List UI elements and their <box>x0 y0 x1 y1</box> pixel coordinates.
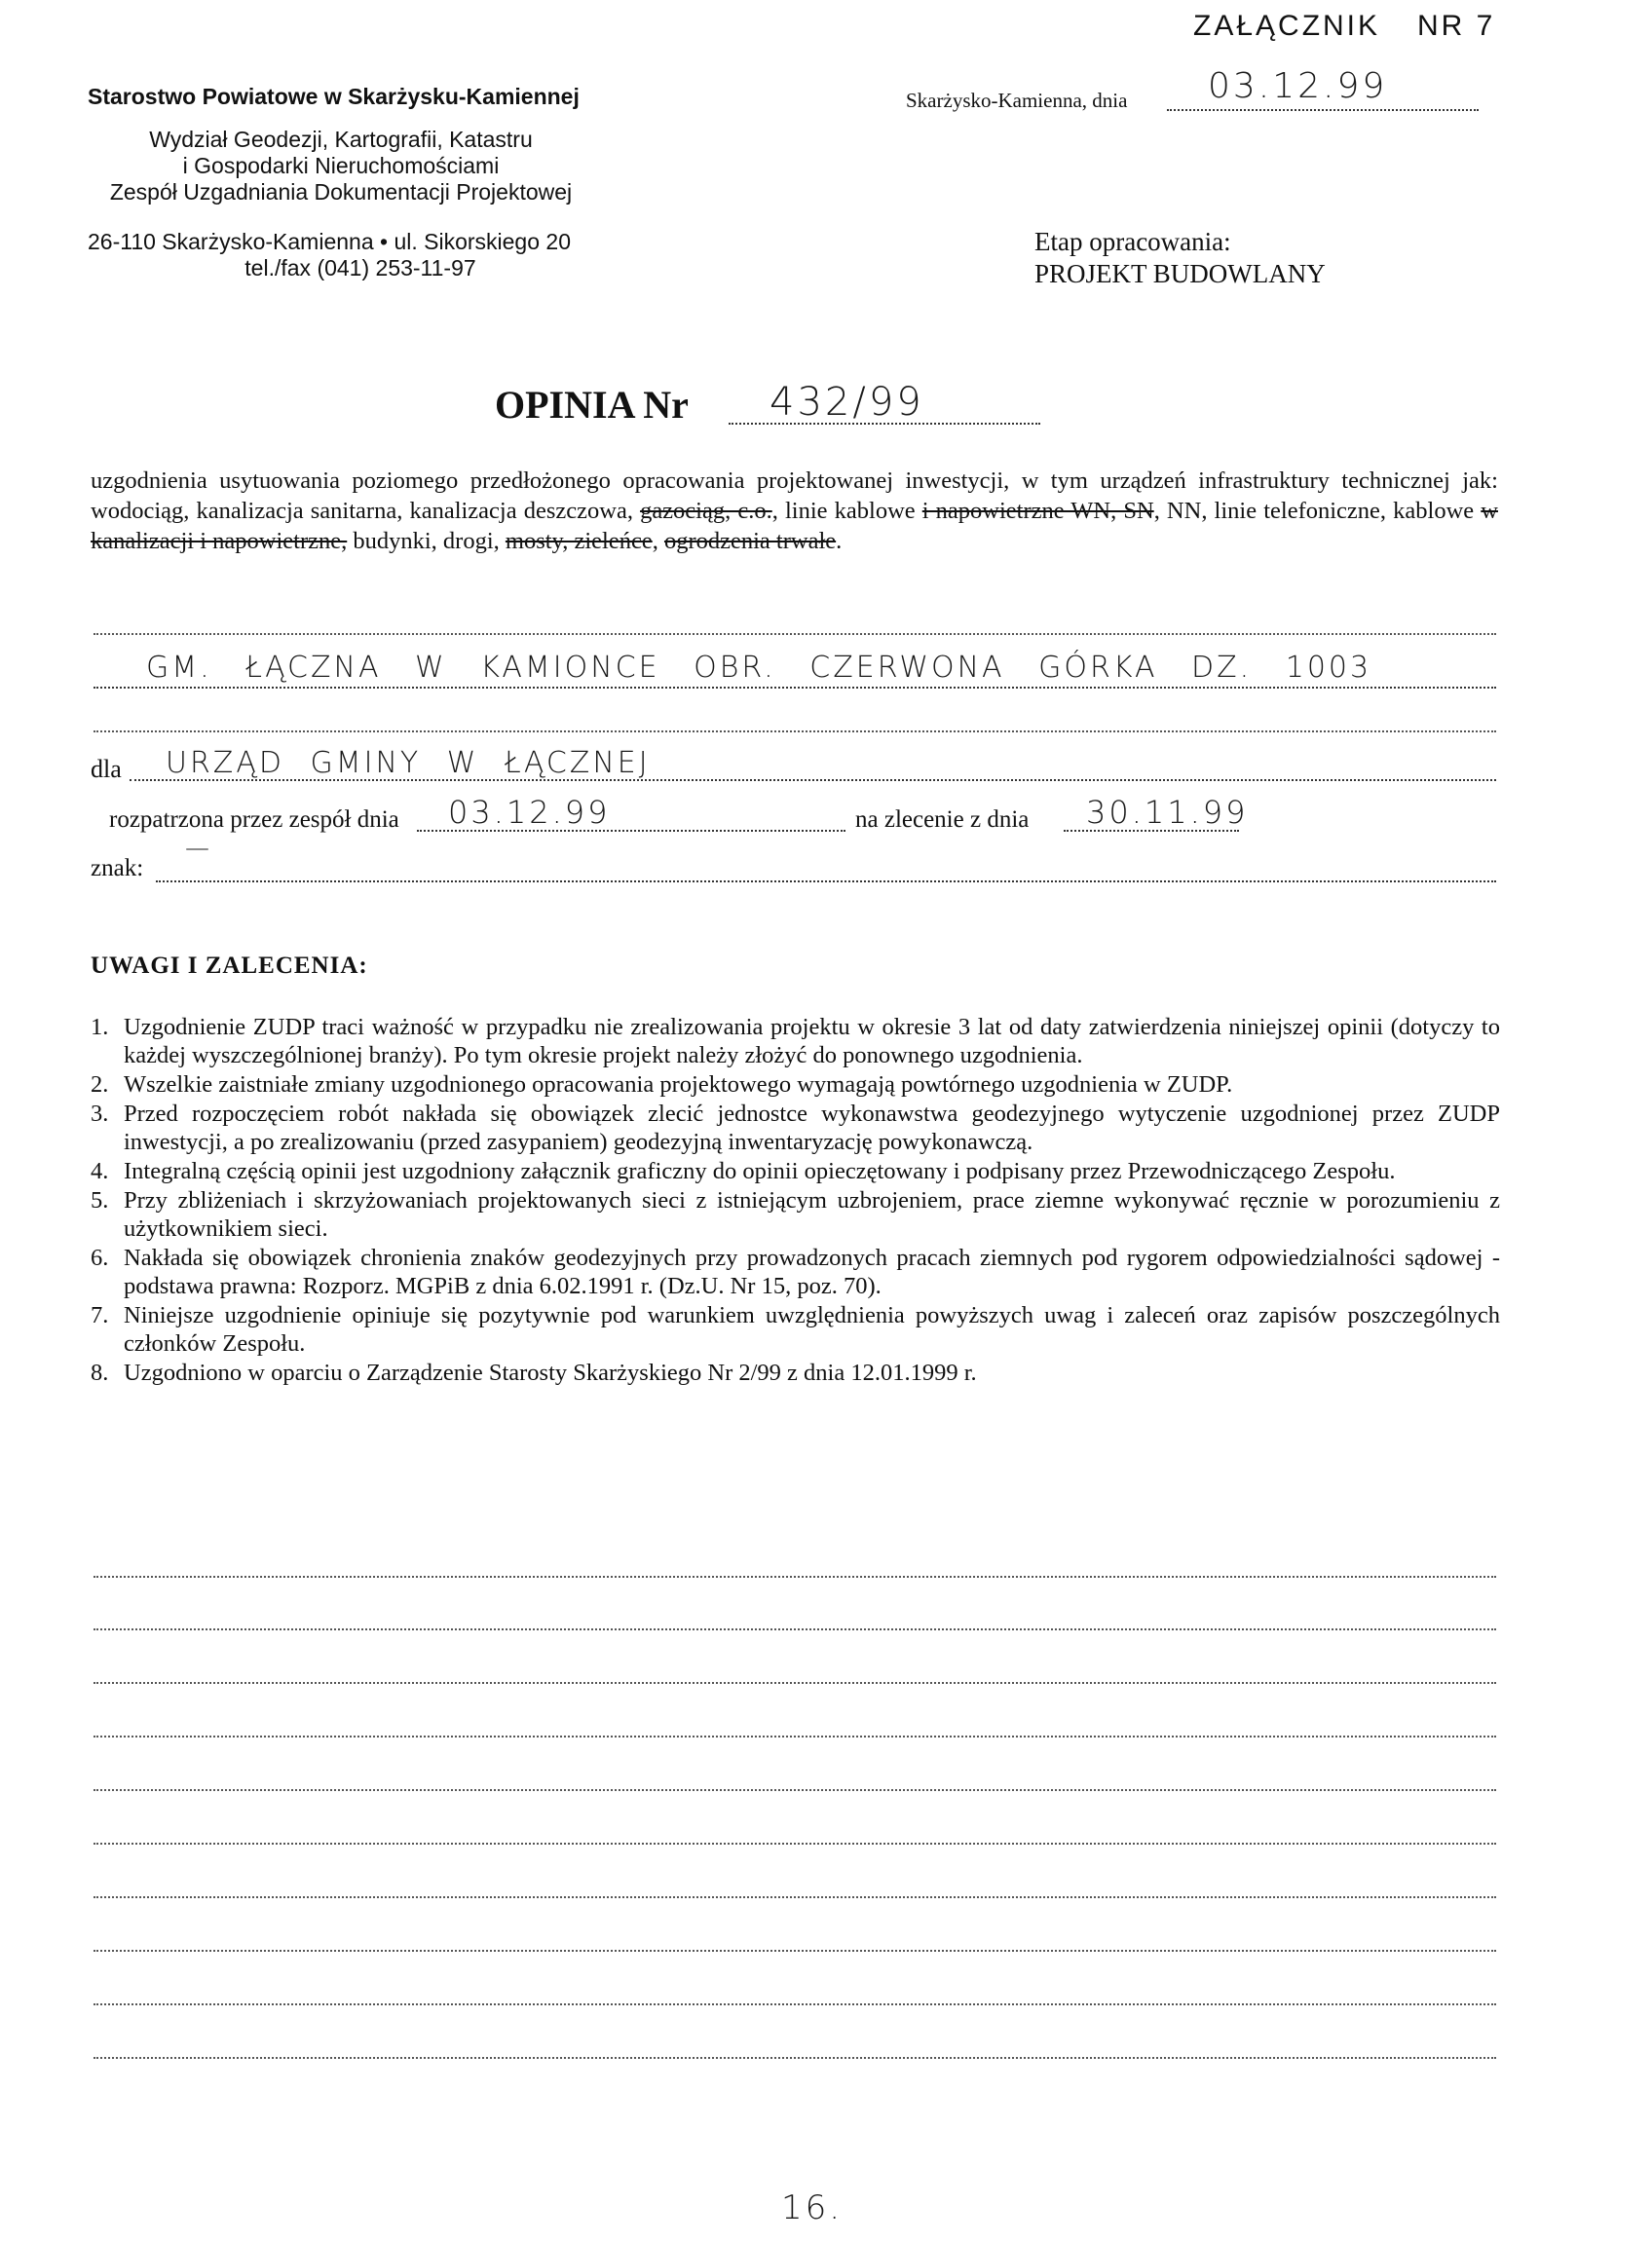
remark-text: Niniejsze uzgodnienie opiniuje się pozytywnie pod warunkiem uwzględnienia powyższych uwag i zaleceń oraz zapisów poszczególnych członków Zespołu. <box>124 1302 1500 1357</box>
office-address: 26-110 Skarżysko-Kamienna • ul. Sikorskiego 20 <box>88 229 571 254</box>
department-line: Zespół Uzgadniania Dokumentacji Projektowej <box>109 179 573 205</box>
remark-text: Integralną częścią opinii jest uzgodniony załącznik graficzny do opinii opieczętowany i podpisany przez Przewodniczącego Zespołu. <box>124 1158 1396 1184</box>
struck-text: mosty, zieleńce <box>505 528 653 554</box>
intro-text: . <box>836 528 843 554</box>
remark-text: Uzgodnienie ZUDP traci ważność w przypadku nie zrealizowania projektu w okresie 3 lat od daty zatwierdzenia niniejszej opinii (dotyczy to każdej wyszczególnionej branży). Po tym okresie projekt należy złożyć do ponownego uzgodnienia. <box>124 1014 1500 1068</box>
struck-text: i napowietrzne WN, SN <box>921 498 1154 524</box>
notes-line <box>94 2003 1496 2005</box>
for-value: URZĄD GMINY W ŁĄCZNEJ <box>166 746 651 780</box>
considered-date-value: 03.12.99 <box>448 794 611 831</box>
remark-item <box>91 1100 1500 1156</box>
remark-number: 8. <box>91 1360 109 1386</box>
remark-item <box>91 1070 1500 1099</box>
remarks-heading: UWAGI I ZALECENIA: <box>91 953 368 979</box>
location-value: GM. ŁĄCZNA W KAMIONCE OBR. CZERWONA GÓRKA DZ. 1003 <box>146 651 1372 685</box>
intro-paragraph <box>91 466 1498 556</box>
remark-text: Nakłada się obowiązek chronienia znaków geodezyjnych przy prowadzonych pracach ziemnych pod rygorem odpowiedzialności sądowej - podstawa prawna: Rozporz. MGPiB z dnia 6.02.1991 r. (Dz.U. Nr 15, poz. 70). <box>124 1245 1500 1299</box>
order-date-value: 30.11.99 <box>1086 794 1249 831</box>
mark-field <box>156 851 1496 882</box>
mark-value: — <box>185 834 212 862</box>
notes-line <box>94 1950 1496 1952</box>
office-name: Starostwo Powiatowe w Skarżysku-Kamiennej <box>88 84 580 109</box>
remark-text: Przed rozpoczęciem robót nakłada się obowiązek zlecić jednostce wykonawstwa geodezyjnego wytyczenie uzgodnionej przez ZUDP inwestycji, a po zrealizowaniu (przed zasypaniem) geodezyjną inwentaryzację powykonawczą. <box>124 1101 1500 1155</box>
department-line: Wydział Geodezji, Kartografii, Katastru <box>149 127 533 152</box>
stage-value: PROJEKT BUDOWLANY <box>1034 259 1326 288</box>
struck-text: gazociąg, c.o. <box>640 498 772 524</box>
for-label: dla <box>91 755 122 783</box>
remark-item <box>91 1244 1500 1300</box>
intro-text: , NN, linie telefoniczne, kablowe <box>1153 498 1482 524</box>
notes-line <box>94 1843 1496 1845</box>
remark-item <box>91 1157 1500 1185</box>
opinion-number: 432/99 <box>770 380 924 425</box>
remark-item <box>91 1359 1500 1387</box>
remark-item <box>91 1301 1500 1358</box>
struck-text: ogrodzenia trwałe <box>663 528 837 554</box>
intro-text: , linie kablowe <box>771 498 922 524</box>
remark-number: 1. <box>91 1014 109 1040</box>
attachment-label: ZAŁĄCZNIK <box>1193 10 1381 42</box>
mark-label: znak: <box>91 855 144 881</box>
remark-item <box>91 1186 1500 1243</box>
stage-label: Etap opracowania: <box>1034 227 1231 256</box>
intro-text: uzgodnienia usytuowania poziomego przedłożonego opracowania projektowanej inwestycji, w tym urządzeń infrastruktury technicznej jak: wodociąg, kanalizacja sanitarna, kanalizacja deszczowa, <box>91 467 1498 524</box>
remark-number: 6. <box>91 1245 109 1271</box>
place-date-value: 03.12.99 <box>1208 66 1388 106</box>
remark-number: 5. <box>91 1187 109 1214</box>
notes-line <box>94 1628 1496 1630</box>
remarks-list <box>91 1013 1500 1388</box>
handwritten-page-number: 16. <box>781 2188 844 2227</box>
notes-line <box>94 1736 1496 1738</box>
remark-number: 3. <box>91 1101 109 1127</box>
struck-text: w kanalizacji i napowietrzne, <box>91 498 1498 554</box>
office-phone: tel./fax (041) 253-11-97 <box>244 255 476 280</box>
remark-number: 4. <box>91 1158 109 1184</box>
remark-text: Przy zbliżeniach i skrzyżowaniach projektowanych sieci z istniejącym uzbrojeniem, prace ziemne wykonywać ręcznie w porozumieniu z użytkownikiem sieci. <box>124 1187 1500 1242</box>
notes-line <box>94 1789 1496 1791</box>
notes-line <box>94 1576 1496 1578</box>
notes-line <box>94 2057 1496 2059</box>
notes-line <box>94 1896 1496 1898</box>
remark-text: Wszelkie zaistniałe zmiany uzgodnionego opracowania projektowego wymagają powtórnego uzgodnienia w ZUDP. <box>124 1071 1233 1098</box>
considered-label: rozpatrzona przez zespół dnia <box>109 806 399 833</box>
department-line: i Gospodarki Nieruchomościami <box>182 153 500 178</box>
blank-line <box>94 730 1496 732</box>
remark-item <box>91 1013 1500 1069</box>
order-label: na zlecenie z dnia <box>855 806 1030 833</box>
opinion-title: OPINIA Nr <box>495 383 689 427</box>
remark-number: 2. <box>91 1071 109 1098</box>
notes-line <box>94 1682 1496 1684</box>
remark-number: 7. <box>91 1302 109 1328</box>
remark-text: Uzgodniono w oparciu o Zarządzenie Starosty Skarżyskiego Nr 2/99 z dnia 12.01.1999 r. <box>124 1360 977 1386</box>
blank-line <box>94 633 1496 635</box>
intro-text: budynki, drogi, <box>347 528 506 554</box>
intro-text: , <box>652 528 664 554</box>
attachment-number: NR 7 <box>1417 10 1496 42</box>
place-date-label: Skarżysko-Kamienna, dnia <box>906 89 1128 112</box>
